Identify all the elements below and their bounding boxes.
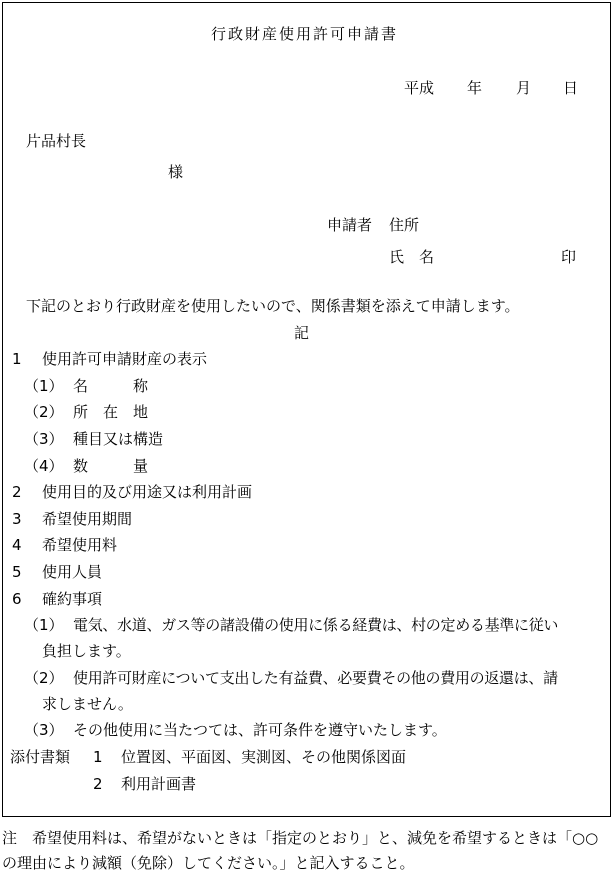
commitment-1-line2: 負担します。 (42, 642, 131, 660)
subitem-1-text: 名 称 (73, 377, 149, 395)
intro-text: 下記のとおり行政財産を使用したいので、関係書類を添えて申請します。 (26, 297, 520, 315)
subitem-3-text: 種目又は構造 (73, 430, 164, 448)
commitment-1-num: （1） (24, 616, 64, 634)
date-era: 平成 (404, 79, 435, 97)
date-day: 日 (563, 79, 579, 97)
item-3-text: 希望使用期間 (42, 510, 133, 528)
footnote: 注 希望使用料は、希望がないときは「指定のとおり」と、減免を希望するときは「○○の理由により減額（免除）してください。」と記入すること。 (2, 829, 599, 872)
recipient-honorific: 様 (168, 163, 184, 181)
applicant-name-label: 氏 名 (389, 248, 435, 266)
attachments-label: 添付書類 (10, 748, 71, 766)
subitem-4-text: 数 量 (73, 457, 149, 475)
attachment-2-num: 2 (93, 775, 103, 793)
commitment-2-line1: 使用許可財産について支出した有益費、必要費その他の費用の返還は、請 (73, 669, 558, 687)
applicant-address-label: 住所 (389, 216, 420, 234)
item-5-num: 5 (12, 563, 22, 581)
item-6-text: 確約事項 (42, 590, 103, 608)
subitem-2-num: （2） (24, 403, 64, 421)
commitment-3-line1: その他使用に当たつては、許可条件を遵守いたします。 (73, 721, 447, 739)
item-5-text: 使用人員 (42, 563, 103, 581)
attachment-1-num: 1 (93, 748, 103, 766)
date-month: 月 (516, 79, 532, 97)
item-4-text: 希望使用料 (42, 536, 118, 554)
document-title: 行政財産使用許可申請書 (210, 25, 398, 43)
item-6-num: 6 (12, 590, 22, 608)
commitment-3-num: （3） (24, 721, 64, 739)
item-2-num: 2 (12, 483, 22, 501)
commitment-2-num: （2） (24, 669, 64, 687)
attachment-1-text: 位置図、平面図、実測図、その他関係図面 (121, 748, 407, 766)
item-2-text: 使用目的及び用途又は利用計画 (42, 483, 253, 501)
date-year: 年 (467, 79, 483, 97)
attachment-2-text: 利用計画書 (121, 775, 197, 793)
subitem-3-num: （3） (24, 430, 64, 448)
item-4-num: 4 (12, 536, 22, 554)
item-1-text: 使用許可申請財産の表示 (42, 350, 208, 368)
seal-mark: 印 (561, 248, 577, 266)
item-3-num: 3 (12, 510, 22, 528)
subitem-2-text: 所 在 地 (73, 403, 149, 421)
recipient-name: 片品村長 (26, 132, 87, 150)
item-1-num: 1 (12, 350, 22, 368)
subitem-1-num: （1） (24, 377, 64, 395)
subitem-4-num: （4） (24, 457, 64, 475)
ki-heading: 記 (294, 324, 310, 342)
commitment-2-line2: 求しません。 (42, 695, 133, 713)
applicant-label: 申請者 (327, 216, 373, 234)
commitment-1-line1: 電気、水道、ガス等の諸設備の使用に係る経費は、村の定める基準に従い (73, 616, 559, 634)
